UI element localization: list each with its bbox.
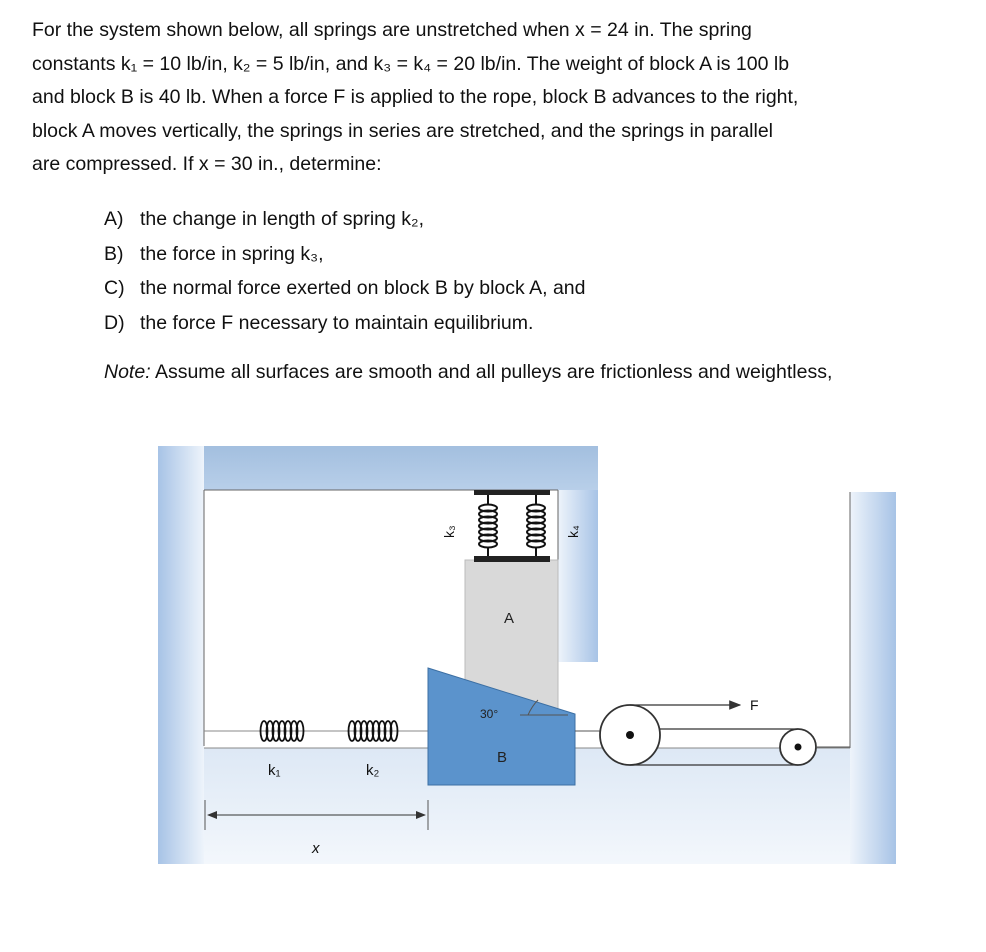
left-pulley-axle [626, 731, 634, 739]
label-dimension-x: x [312, 840, 320, 857]
label-k2: k₂ [366, 762, 380, 779]
left-wall [158, 446, 204, 864]
spring-k3 [479, 495, 497, 556]
label-force: F [750, 697, 759, 713]
problem-line-3: and block B is 40 lb. When a force F is applied to the rope, block B advances to the right, [32, 86, 799, 108]
spring-plate [474, 556, 550, 562]
label-k3: k₃ [441, 525, 457, 538]
ceiling-support [558, 490, 598, 662]
ceiling [158, 446, 598, 490]
question-label: D) [104, 311, 125, 334]
question-text: the force F necessary to maintain equilibrium. [140, 311, 534, 334]
label-block-b: B [497, 749, 508, 766]
problem-line-2: constants k₁ = 10 lb/in, k₂ = 5 lb/in, and k₃ = k₄ = 20 lb/in. The weight of block A is 100 lb [32, 52, 790, 75]
spring-k4 [527, 495, 545, 556]
problem-line-1: For the system shown below, all springs are unstretched when x = 24 in. The spring [32, 19, 752, 41]
note-text: Assume all surfaces are smooth and all pulleys are frictionless and weightless, [150, 361, 833, 383]
question-text: the change in length of spring k₂, [140, 208, 425, 230]
problem-line-4: block A moves vertically, the springs in series are stretched, and the springs in parallel [32, 119, 773, 142]
label-k4: k₄ [565, 525, 581, 538]
right-wall [850, 492, 896, 864]
question-label: C) [104, 277, 125, 299]
label-angle: 30° [480, 707, 499, 721]
label-k1: k₁ [268, 762, 281, 779]
spring-ceiling-plate [474, 490, 550, 495]
question-text: the force in spring k₃, [140, 242, 324, 265]
problem-line-5: are compressed. If x = 30 in., determine: [32, 153, 382, 175]
question-text: the normal force exerted on block B by block A, and [140, 277, 586, 299]
question-label: B) [104, 242, 124, 265]
label-block-a: A [504, 610, 515, 627]
right-pulley-axle [795, 744, 802, 751]
question-label: A) [104, 208, 124, 230]
note-label: Note: [104, 361, 151, 383]
spring-k2 [349, 721, 398, 741]
